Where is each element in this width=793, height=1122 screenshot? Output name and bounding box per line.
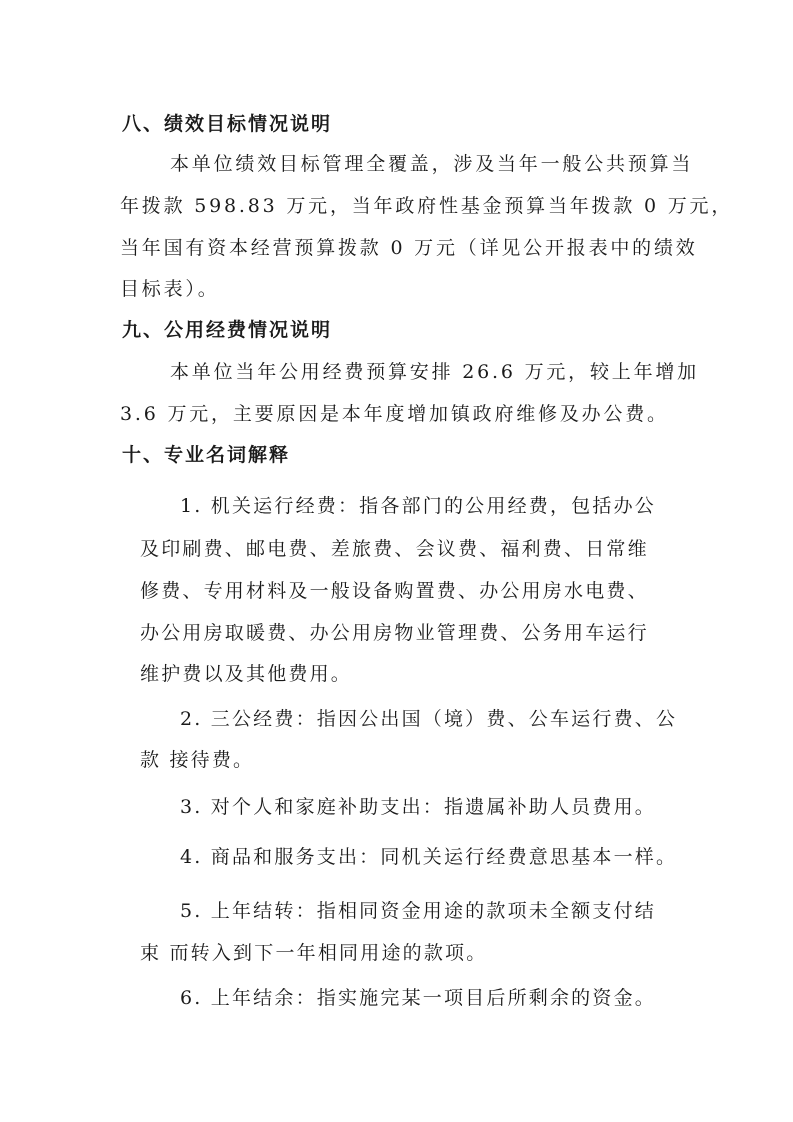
performance-text-line: 年拨款 598.83 万元，当年政府性基金预算当年拨款 0 万元， — [120, 195, 734, 217]
performance-text-line: 本单位绩效目标管理全覆盖，涉及当年一般公共预算当 — [170, 153, 694, 175]
performance-text-line: 目标表）。 — [120, 278, 220, 300]
section-heading-public-expenses: 九、公用经费情况说明 — [122, 319, 333, 341]
glossary-item-1-line: 办公用房取暖费、办公用房物业管理费、公务用车运行 — [140, 622, 649, 644]
section-heading-performance: 八、绩效目标情况说明 — [122, 113, 333, 135]
public-expenses-text-line: 3.6 万元，主要原因是本年度增加镇政府维修及办公费。 — [120, 403, 669, 425]
performance-text-line: 当年国有资本经营预算拨款 0 万元（详见公开报表中的绩效 — [120, 237, 698, 259]
glossary-item-1-line: 及印刷费、邮电费、差旅费、会议费、福利费、日常维 — [140, 538, 649, 560]
section-heading-glossary: 十、专业名词解释 — [122, 444, 291, 466]
glossary-item-3-line: 3. 对个人和家庭补助支出：指遗属补助人员费用。 — [180, 796, 656, 818]
glossary-item-1-line: 维护费以及其他费用。 — [140, 663, 353, 685]
glossary-item-1-line: 1. 机关运行经费：指各部门的公用经费，包括办公 — [180, 495, 656, 517]
glossary-item-1-line: 修费、专用材料及一般设备购置费、办公用房水电费、 — [140, 580, 649, 602]
glossary-item-5-line: 束 而转入到下一年相同用途的款项。 — [140, 942, 488, 964]
glossary-item-6-line: 6. 上年结余：指实施完某一项目后所剩余的资金。 — [180, 987, 656, 1009]
glossary-item-4-line: 4. 商品和服务支出：同机关运行经费意思基本一样。 — [180, 846, 678, 868]
glossary-item-2-line: 2. 三公经费：指因公出国（境）费、公车运行费、公 — [180, 708, 678, 730]
public-expenses-text-line: 本单位当年公用经费预算安排 26.6 万元，较上年增加 — [170, 361, 699, 383]
glossary-item-2-line: 款 接待费。 — [140, 749, 255, 771]
glossary-item-5-line: 5. 上年结转：指相同资金用途的款项未全额支付结 — [180, 900, 656, 922]
